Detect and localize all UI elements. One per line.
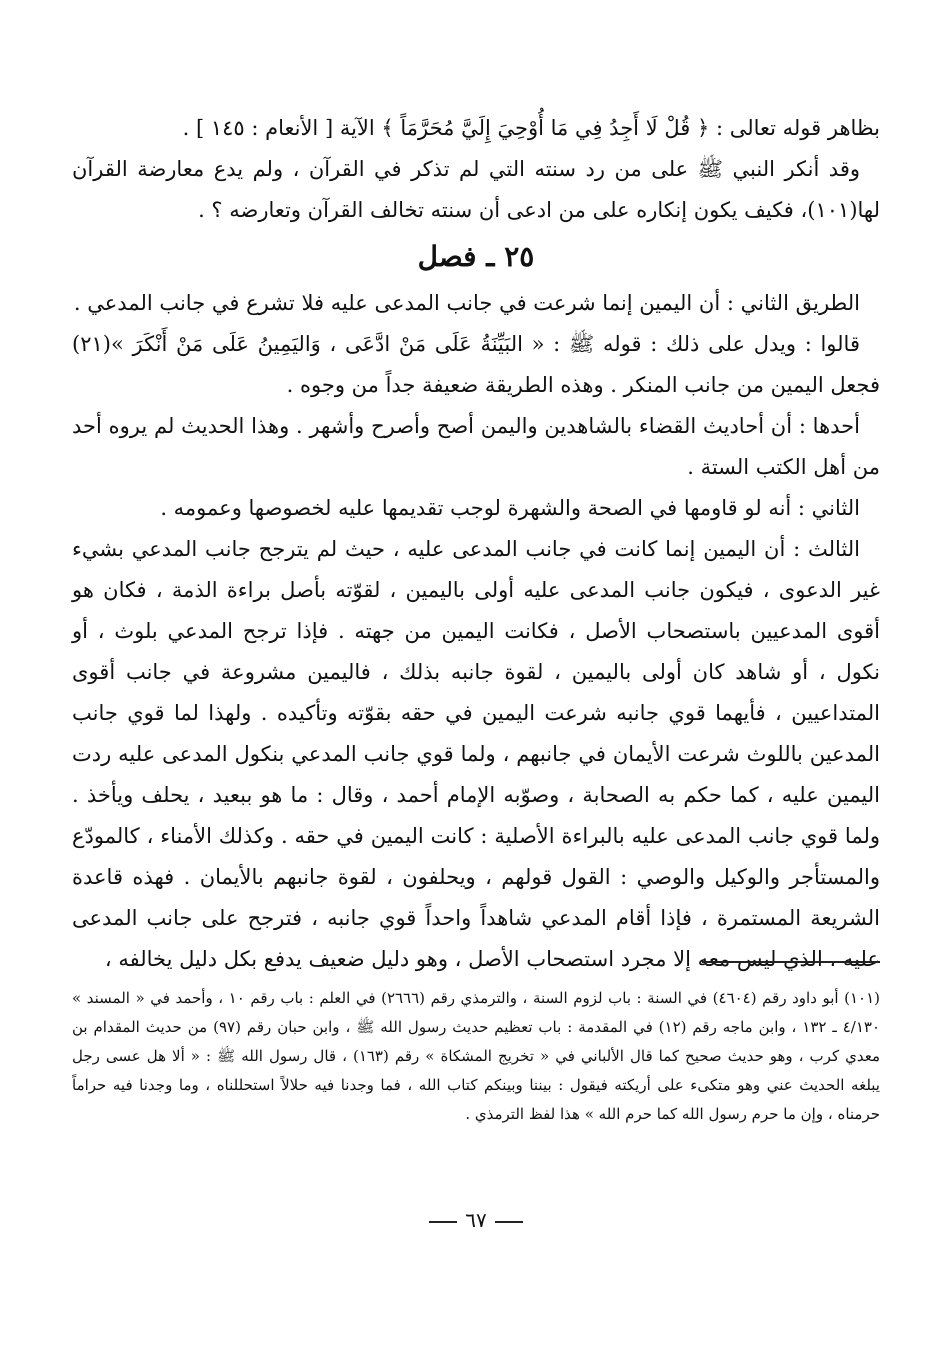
paragraph-4: الثاني : أنه لو قاومها في الصحة والشهرة لوجب تقديمها عليه لخصوصها وعمومه .: [160, 496, 860, 520]
paragraph-3: أحدها : أن أحاديث القضاء بالشاهدين واليمن أصح وأصرح وأشهر . وهذا الحديث لم يروه أحد من أهل الكتب الستة .: [72, 414, 880, 479]
footnote-divider: [702, 961, 880, 963]
page-number-value: ٦٧: [465, 1208, 487, 1232]
paragraph-1: الطريق الثاني : أن اليمين إنما شرعت في جانب المدعى عليه فلا تشرع في جانب المدعي .: [73, 291, 860, 315]
section-heading: ٢٥ ـ فصل: [417, 240, 535, 273]
page-number: [0, 1208, 952, 1232]
page-body: [72, 108, 880, 980]
footnote: (١٠١) أبو داود رقم (٤٦٠٤) في السنة : باب لزوم السنة ، والترمذي رقم (٢٦٦٦) في العلم : باب رقم ١٠ ، وأحمد في « المسند » ٤/١٣٠ ـ ١٣٢ ، وابن ماجه رقم (١٢) في المقدمة : باب تعظيم حديث رسول الله ﷺ ، وابن حبان رقم (٩٧) من حديث المقدام بن معدي كرب ، وهو حديث صحيح كما قال الألباني في « تخريج المشكاة » رقم (١٦٣) ، قال رسول الله ﷺ : « ألا هل عسى رجل يبلغه الحديث عني وهو متكىء على أريكته فيقول : بيننا وبينكم كتاب الله ، فما وجدنا فيه حلالاً استحللناه ، وما وجدنا فيه حراماً حرمناه ، وإن ما حرم رسول الله كما حرم الله » هذا لفظ الترمذي .: [72, 989, 880, 1123]
intro-paragraph: وقد أنكر النبي ﷺ على من رد سنته التي لم تذكر في القرآن ، ولم يدع معارضة القرآن لها(١٠١)، فكيف يكون إنكاره على من ادعى أن سنته تخالف القرآن وتعارضه ؟ .: [72, 157, 880, 222]
intro-line: بظاهر قوله تعالى : ﴿ قُلْ لَا أَجِدُ فِي مَا أُوْحِيَ إِلَيَّ مُحَرَّمَاً ﴾ الآية [ الأنعام : ١٤٥ ] .: [182, 116, 880, 140]
page-number-dash-right: [429, 1221, 457, 1223]
section-body: [72, 283, 880, 980]
page-number-dash-left: [495, 1221, 523, 1223]
paragraph-5: الثالث : أن اليمين إنما كانت في جانب المدعى عليه ، حيث لم يترجح جانب المدعي بشيء غير الدعوى ، فيكون جانب المدعى عليه أولى باليمين ، لقوّته بأصل براءة الذمة ، فكان هو أقوى المدعيين باستصحاب الأصل ، فكانت اليمين من جهته . فإذا ترجح المدعي بلوث ، أو نكول ، أو شاهد كان أولى باليمين ، لقوة جانبه بذلك ، فاليمين مشروعة في جانب أقوى المتداعيين ، فأيهما قوي جانبه شرعت اليمين في حقه بقوّته وتأكيده . ولهذا لما قوي جانب المدعين باللوث شرعت الأيمان في جانبهم ، ولما قوي جانب المدعي بنكول المدعى عليه ردت اليمين عليه ، كما حكم به الصحابة ، وصوّبه الإمام أحمد ، وقال : ما هو ببعيد ، يحلف ويأخذ . ولما قوي جانب المدعى عليه بالبراءة الأصلية : كانت اليمين في حقه . وكذلك الأمناء ، كالمودّع والمستأجر والوكيل والوصي : القول قولهم ، ويحلفون ، لقوة جانبهم بالأيمان . فهذه قاعدة الشريعة المستمرة ، فإذا أقام المدعي شاهداً واحداً قوي جانبه ، فترجح على جانب المدعى عليه ، الذي ليس معه إلا مجرد استصحاب الأصل ، وهو دليل ضعيف يدفع بكل دليل يخالفه ،: [72, 537, 880, 971]
paragraph-2: قالوا : ويدل على ذلك : قوله ﷺ : « البَيِّنَةُ عَلَى مَنْ ادَّعَى ، وَاليَمِينُ عَلَى مَنْ أَنْكَرَ »(٢١) فجعل اليمين من جانب المنكر . وهذه الطريقة ضعيفة جداً من وجوه .: [72, 332, 880, 397]
